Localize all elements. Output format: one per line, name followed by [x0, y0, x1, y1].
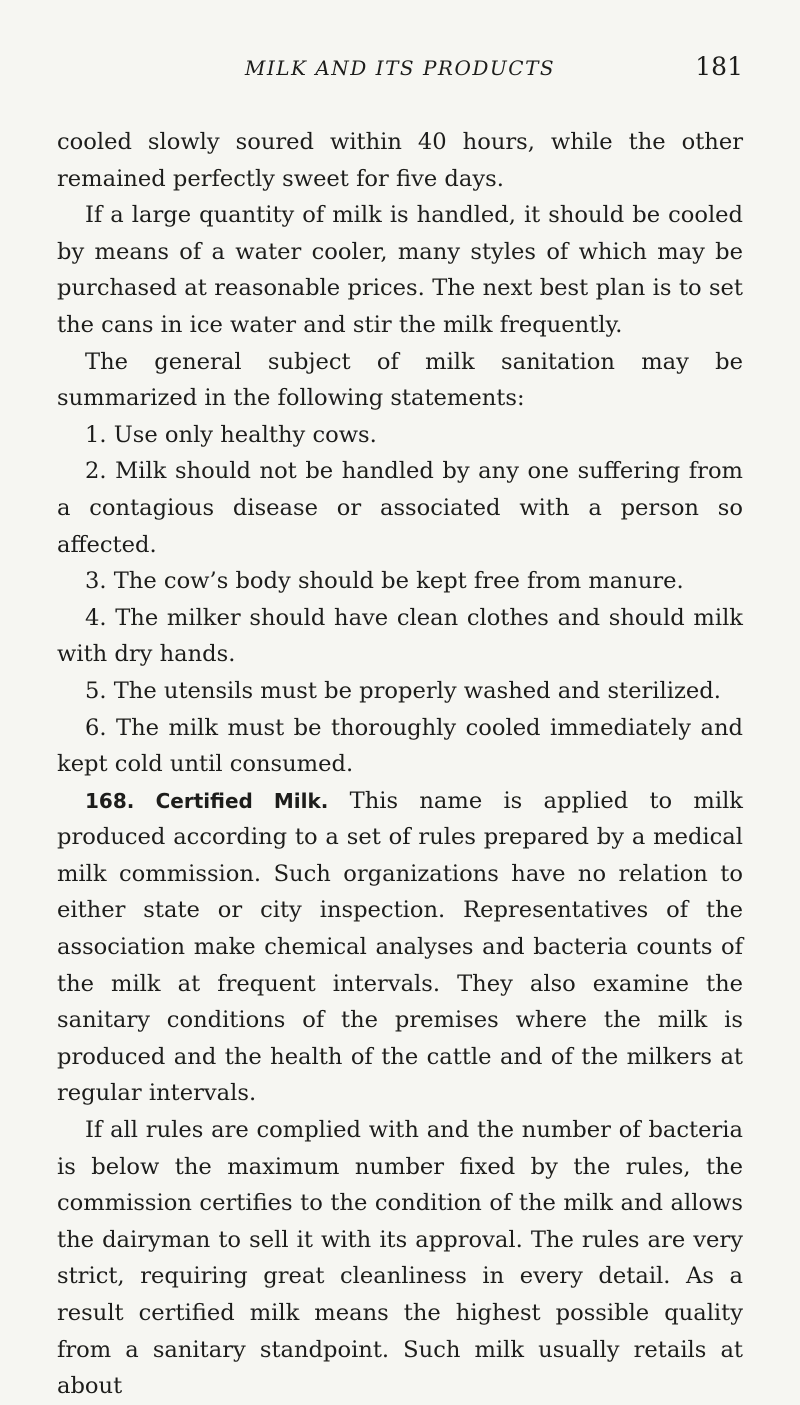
section-title: Certified Milk.	[155, 788, 329, 813]
list-item-4: 4. The milker should have clean clothes and should milk with dry hands.	[57, 604, 743, 668]
list-item-5: 5. The utensils must be properly washed and sterilized.	[85, 677, 721, 704]
body-text	[57, 124, 743, 1405]
running-head	[57, 50, 743, 86]
running-title: MILK AND ITS PRODUCTS	[244, 56, 556, 80]
paragraph-summary-intro: The general subject of milk sanitation may be summarized in the following statements:	[57, 348, 743, 412]
list-item-3: 3. The cow’s body should be kept free from manure.	[85, 568, 684, 595]
list-item-6: 6. The milk must be thoroughly cooled immediately and kept cold until consumed.	[57, 714, 743, 778]
section-168	[57, 783, 743, 1112]
list-item-2: 2. Milk should not be handled by any one suffering from a contagious disease or associated with a person so affected.	[57, 458, 743, 558]
paragraph-certification: If all rules are complied with and the number of bacteria is below the maximum number fixed by the rules, the commission certifies to the condition of the milk and allows the dairyman to sell it with its approval. The rules are very strict, requiring great cleanliness in every detail. As a result certified milk means the highest possible quality from a sanitary standpoint. Such milk usually retails at about	[57, 1117, 743, 1400]
list-item-1: 1. Use only healthy cows.	[85, 421, 377, 448]
paragraph-continued: cooled slowly soured within 40 hours, while the other remained perfectly sweet for five days.	[57, 129, 743, 192]
paragraph-water-cooler: If a large quantity of milk is handled, it should be cooled by means of a water cooler, many styles of which may be purchased at reasonable prices. The next best plan is to set the cans in ice water and stir the milk frequently.	[57, 202, 743, 338]
section-text: This name is applied to milk produced according to a set of rules prepared by a medical milk commission. Such organizations have no relation to either state or city inspection. Representatives of the association make chemical analyses and bacteria counts of the milk at frequent intervals. They also examine the sanitary conditions of the premises where the milk is produced and the health of the cattle and of the milkers at regular intervals.	[57, 787, 743, 1107]
page-number: 181	[695, 52, 743, 81]
section-number: 168.	[85, 788, 135, 813]
